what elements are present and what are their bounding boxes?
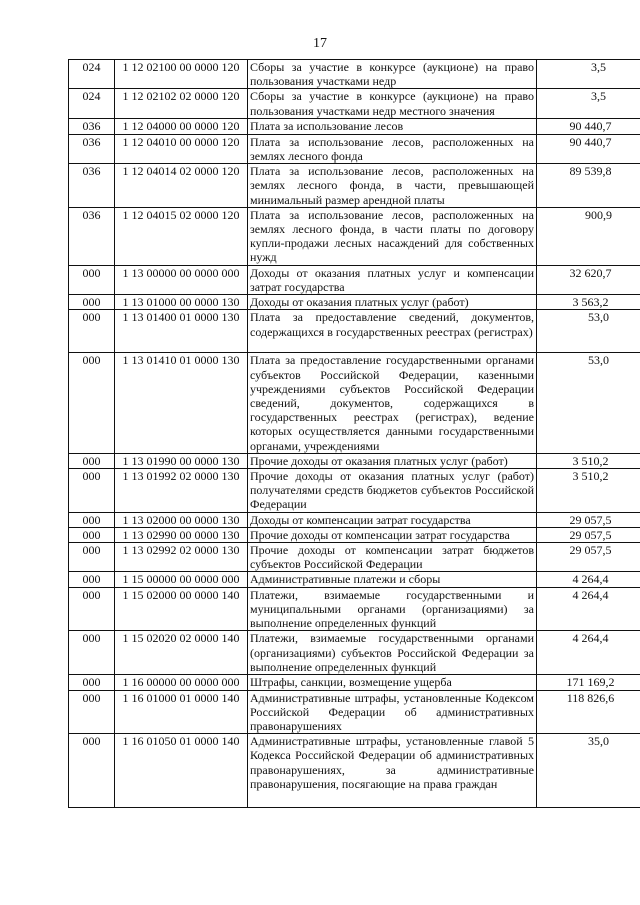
- classification-code-cell: 1 15 00000 00 0000 000: [115, 572, 248, 587]
- classification-code-cell: 1 12 04010 00 0000 120: [115, 134, 248, 163]
- income-name-cell: Административные штрафы, установленные главой 5 Кодекса Российской Федерации об административных правонарушениях, за административные правонарушения, посягающие на права граждан: [248, 734, 537, 808]
- revenue-table: [68, 59, 640, 808]
- amount-cell: 3 563,2: [537, 295, 640, 310]
- amount-cell: 29 057,5: [537, 543, 640, 572]
- amount-cell: 53,0: [537, 353, 640, 453]
- amount-cell: 4 264,4: [537, 631, 640, 675]
- classification-code-cell: 1 13 01410 01 0000 130: [115, 353, 248, 453]
- table-row: [69, 675, 640, 690]
- classification-code-cell: 1 16 00000 00 0000 000: [115, 675, 248, 690]
- table-row: [69, 469, 640, 513]
- admin-code-cell: 000: [69, 734, 115, 808]
- income-name-cell: Административные платежи и сборы: [248, 572, 537, 587]
- table-row: [69, 631, 640, 675]
- income-name-cell: Плата за использование лесов, расположенных на землях лесного фонда, в части платы по договору купли-продажи лесных насаждений для собственных нужд: [248, 207, 537, 265]
- admin-code-cell: 000: [69, 572, 115, 587]
- classification-code-cell: 1 12 04000 00 0000 120: [115, 118, 248, 134]
- amount-cell: 900,9: [537, 207, 640, 265]
- classification-code-cell: 1 13 02992 02 0000 130: [115, 543, 248, 572]
- table-row: [69, 89, 640, 118]
- admin-code-cell: 000: [69, 675, 115, 690]
- amount-cell: 32 620,7: [537, 265, 640, 294]
- income-name-cell: Штрафы, санкции, возмещение ущерба: [248, 675, 537, 690]
- classification-code-cell: 1 16 01000 01 0000 140: [115, 690, 248, 734]
- amount-cell: 3,5: [537, 60, 640, 89]
- classification-code-cell: 1 12 02100 00 0000 120: [115, 60, 248, 89]
- income-name-cell: Сборы за участие в конкурсе (аукционе) на право пользования участками недр местного значения: [248, 89, 537, 118]
- table-row: [69, 134, 640, 163]
- admin-code-cell: 036: [69, 164, 115, 208]
- income-name-cell: Доходы от компенсации затрат государства: [248, 512, 537, 527]
- income-name-cell: Доходы от оказания платных услуг (работ): [248, 295, 537, 310]
- admin-code-cell: 000: [69, 690, 115, 734]
- amount-cell: 29 057,5: [537, 527, 640, 542]
- classification-code-cell: 1 12 04015 02 0000 120: [115, 207, 248, 265]
- admin-code-cell: 000: [69, 295, 115, 310]
- table-row: [69, 353, 640, 453]
- classification-code-cell: 1 15 02000 00 0000 140: [115, 587, 248, 631]
- admin-code-cell: 036: [69, 118, 115, 134]
- table-row: [69, 164, 640, 208]
- income-name-cell: Прочие доходы от компенсации затрат бюджетов субъектов Российской Федерации: [248, 543, 537, 572]
- table-row: [69, 543, 640, 572]
- income-name-cell: Плата за предоставление сведений, документов, содержащихся в государственных реестрах (регистрах): [248, 310, 537, 353]
- amount-cell: 4 264,4: [537, 587, 640, 631]
- admin-code-cell: 000: [69, 543, 115, 572]
- classification-code-cell: 1 13 01000 00 0000 130: [115, 295, 248, 310]
- admin-code-cell: 000: [69, 453, 115, 468]
- amount-cell: 4 264,4: [537, 572, 640, 587]
- classification-code-cell: 1 13 02990 00 0000 130: [115, 527, 248, 542]
- classification-code-cell: 1 13 01992 02 0000 130: [115, 469, 248, 513]
- amount-cell: 35,0: [537, 734, 640, 808]
- amount-cell: 90 440,7: [537, 118, 640, 134]
- amount-cell: 89 539,8: [537, 164, 640, 208]
- income-name-cell: Административные штрафы, установленные Кодексом Российской Федерации об административных правонарушениях: [248, 690, 537, 734]
- income-name-cell: Прочие доходы от оказания платных услуг (работ) получателями средств бюджетов субъектов Российской Федерации: [248, 469, 537, 513]
- classification-code-cell: 1 13 00000 00 0000 000: [115, 265, 248, 294]
- table-row: [69, 734, 640, 808]
- admin-code-cell: 000: [69, 587, 115, 631]
- income-name-cell: Плата за использование лесов, расположенных на землях лесного фонда, в части, превышающей минимальный размер арендной платы: [248, 164, 537, 208]
- amount-cell: 3 510,2: [537, 469, 640, 513]
- income-name-cell: Платежи, взимаемые государственными и муниципальными органами (организациями) за выполнение определенных функций: [248, 587, 537, 631]
- income-name-cell: Плата за использование лесов, расположенных на землях лесного фонда: [248, 134, 537, 163]
- table-row: [69, 265, 640, 294]
- classification-code-cell: 1 13 02000 00 0000 130: [115, 512, 248, 527]
- classification-code-cell: 1 16 01050 01 0000 140: [115, 734, 248, 808]
- admin-code-cell: 036: [69, 207, 115, 265]
- classification-code-cell: 1 13 01400 01 0000 130: [115, 310, 248, 353]
- amount-cell: 3,5: [537, 89, 640, 118]
- admin-code-cell: 000: [69, 631, 115, 675]
- classification-code-cell: 1 13 01990 00 0000 130: [115, 453, 248, 468]
- admin-code-cell: 000: [69, 310, 115, 353]
- table-row: [69, 310, 640, 353]
- amount-cell: 90 440,7: [537, 134, 640, 163]
- classification-code-cell: 1 15 02020 02 0000 140: [115, 631, 248, 675]
- admin-code-cell: 000: [69, 469, 115, 513]
- amount-cell: 3 510,2: [537, 453, 640, 468]
- table-row: [69, 60, 640, 89]
- table-row: [69, 512, 640, 527]
- income-name-cell: Сборы за участие в конкурсе (аукционе) на право пользования участками недр: [248, 60, 537, 89]
- admin-code-cell: 036: [69, 134, 115, 163]
- amount-cell: 53,0: [537, 310, 640, 353]
- amount-cell: 29 057,5: [537, 512, 640, 527]
- revenue-table-body: [69, 60, 640, 808]
- income-name-cell: Плата за предоставление государственными органами субъектов Российской Федерации, казенными учреждениями субъектов Российской Федерации сведений, документов, содержащихся в государственных реестрах (регистрах), ведение которых осуществляется данными государственными органами, учреждениями: [248, 353, 537, 453]
- table-row: [69, 118, 640, 134]
- income-name-cell: Доходы от оказания платных услуг и компенсации затрат государства: [248, 265, 537, 294]
- admin-code-cell: 024: [69, 89, 115, 118]
- income-name-cell: Платежи, взимаемые государственными органами (организациями) субъектов Российской Федерации за выполнение определенных функций: [248, 631, 537, 675]
- income-name-cell: Прочие доходы от оказания платных услуг (работ): [248, 453, 537, 468]
- income-name-cell: Прочие доходы от компенсации затрат государства: [248, 527, 537, 542]
- table-row: [69, 527, 640, 542]
- table-row: [69, 690, 640, 734]
- admin-code-cell: 000: [69, 265, 115, 294]
- table-row: [69, 453, 640, 468]
- table-row: [69, 295, 640, 310]
- admin-code-cell: 000: [69, 353, 115, 453]
- income-name-cell: Плата за использование лесов: [248, 118, 537, 134]
- table-row: [69, 207, 640, 265]
- classification-code-cell: 1 12 02102 02 0000 120: [115, 89, 248, 118]
- amount-cell: 171 169,2: [537, 675, 640, 690]
- table-row: [69, 587, 640, 631]
- amount-cell: 118 826,6: [537, 690, 640, 734]
- admin-code-cell: 024: [69, 60, 115, 89]
- page-number: 17: [313, 36, 327, 51]
- admin-code-cell: 000: [69, 512, 115, 527]
- admin-code-cell: 000: [69, 527, 115, 542]
- table-row: [69, 572, 640, 587]
- classification-code-cell: 1 12 04014 02 0000 120: [115, 164, 248, 208]
